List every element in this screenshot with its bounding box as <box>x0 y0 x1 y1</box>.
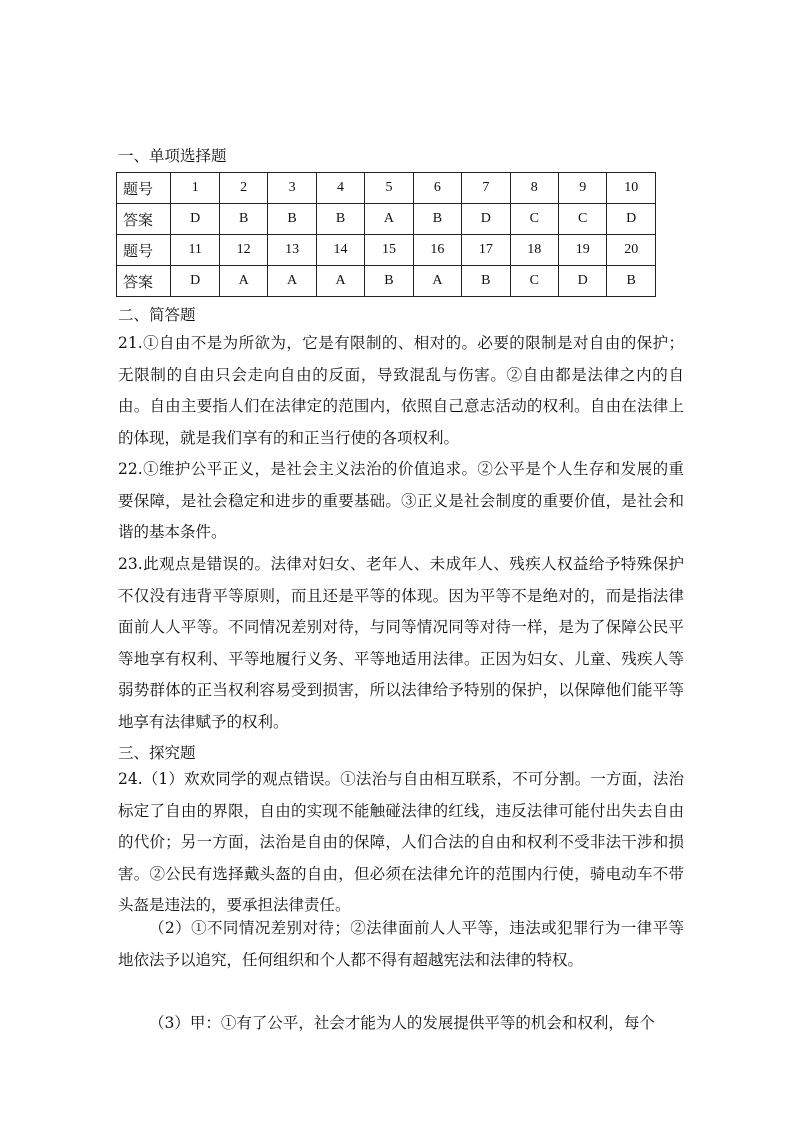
answer-cell: D <box>171 204 219 235</box>
answer-row <box>117 266 656 297</box>
answer-cell: B <box>413 204 461 235</box>
answer-table <box>116 172 656 297</box>
answer-row <box>117 204 656 235</box>
answer-24-part-1: 24.（1）欢欢同学的观点错误。①法治与自由相互联系，不可分割。一方面，法治标定了自由的界限，自由的实现不能触碰法律的红线，违反法律可能付出失去自由的代价；另一方面，法治是自由的保障，人们合法的自由和权利不受非法干涉和损害。②公民有选择戴头盔的自由，但必须在法律允许的范围内行使，骑电动车不带头盔是违法的，要承担法律责任。 <box>118 770 684 914</box>
answer-cell: A <box>219 266 267 297</box>
question-number-cell: 18 <box>510 235 558 266</box>
question-number-cell: 7 <box>462 173 510 204</box>
answer-cell: C <box>510 266 558 297</box>
answer-23: 23.此观点是错误的。法律对妇女、老年人、未成年人、残疾人权益给予特殊保护不仅没有违背平等原则，而且还是平等的体现。因为平等不是绝对的，而是指法律面前人人平等。不同情况差别对待，与同等情况同等对待一样，是为了保障公民平等地享有权利、平等地履行义务、平等地适用法律。正因为妇女、儿童、残疾人等弱势群体的正当权利容易受到损害，所以法律给予特别的保护，以保障他们能平等地享有法律赋予的权利。 <box>118 555 684 731</box>
answer-cell: D <box>607 204 656 235</box>
row-label: 题号 <box>117 235 171 266</box>
answer-cell: B <box>268 204 316 235</box>
answer-cell: B <box>219 204 267 235</box>
question-number-row <box>117 173 656 204</box>
question-number-cell: 17 <box>462 235 510 266</box>
row-label: 题号 <box>117 173 171 204</box>
question-number-cell: 4 <box>316 173 364 204</box>
question-number-row <box>117 235 656 266</box>
question-number-cell: 12 <box>219 235 267 266</box>
row-label: 答案 <box>117 204 171 235</box>
section-title-multiple-choice: 一、单项选择题 <box>118 147 227 165</box>
answer-cell: D <box>462 204 510 235</box>
question-number-cell: 2 <box>219 173 267 204</box>
answer-cell: A <box>268 266 316 297</box>
question-number-cell: 13 <box>268 235 316 266</box>
answer-cell: C <box>510 204 558 235</box>
section-title-inquiry: 三、探究题 <box>118 744 196 762</box>
question-number-cell: 5 <box>365 173 413 204</box>
question-number-cell: 11 <box>171 235 219 266</box>
question-number-cell: 16 <box>413 235 461 266</box>
answer-cell: B <box>365 266 413 297</box>
question-number-cell: 9 <box>558 173 606 204</box>
answer-22: 22.①维护公平正义，是社会主义法治的价值追求。②公平是个人生存和发展的重要保障，是社会稳定和进步的重要基础。③正义是社会制度的重要价值，是社会和谐的基本条件。 <box>118 460 684 541</box>
question-number-cell: 3 <box>268 173 316 204</box>
answer-cell: D <box>558 266 606 297</box>
answer-cell: C <box>558 204 606 235</box>
row-label: 答案 <box>117 266 171 297</box>
question-number-cell: 15 <box>365 235 413 266</box>
answer-21: 21.①自由不是为所欲为，它是有限制的、相对的。必要的限制是对自由的保护；无限制的自由只会走向自由的反面，导致混乱与伤害。②自由都是法律之内的自由。自由主要指人们在法律定的范围内，依照自己意志活动的权利。自由在法律上的体现，就是我们享有的和正当行使的各项权利。 <box>118 334 684 447</box>
answer-cell: B <box>607 266 656 297</box>
question-number-cell: 14 <box>316 235 364 266</box>
section-title-short-answer: 二、简答题 <box>118 306 196 324</box>
answer-cell: B <box>462 266 510 297</box>
answer-cell: A <box>316 266 364 297</box>
question-number-cell: 1 <box>171 173 219 204</box>
question-number-cell: 8 <box>510 173 558 204</box>
question-number-cell: 19 <box>558 235 606 266</box>
answer-cell: A <box>413 266 461 297</box>
question-number-cell: 20 <box>607 235 656 266</box>
answer-cell: D <box>171 266 219 297</box>
question-number-cell: 6 <box>413 173 461 204</box>
question-number-cell: 10 <box>607 173 656 204</box>
answer-24-part-2: （2）①不同情况差别对待；②法律面前人人平等，违法或犯罪行为一律平等地依法予以追究，任何组织和个人都不得有超越宪法和法律的特权。 <box>118 919 684 969</box>
answer-cell: B <box>316 204 364 235</box>
answer-24-part-3: （3）甲：①有了公平，社会才能为人的发展提供平等的机会和权利，每个 <box>149 1014 655 1032</box>
answer-cell: A <box>365 204 413 235</box>
